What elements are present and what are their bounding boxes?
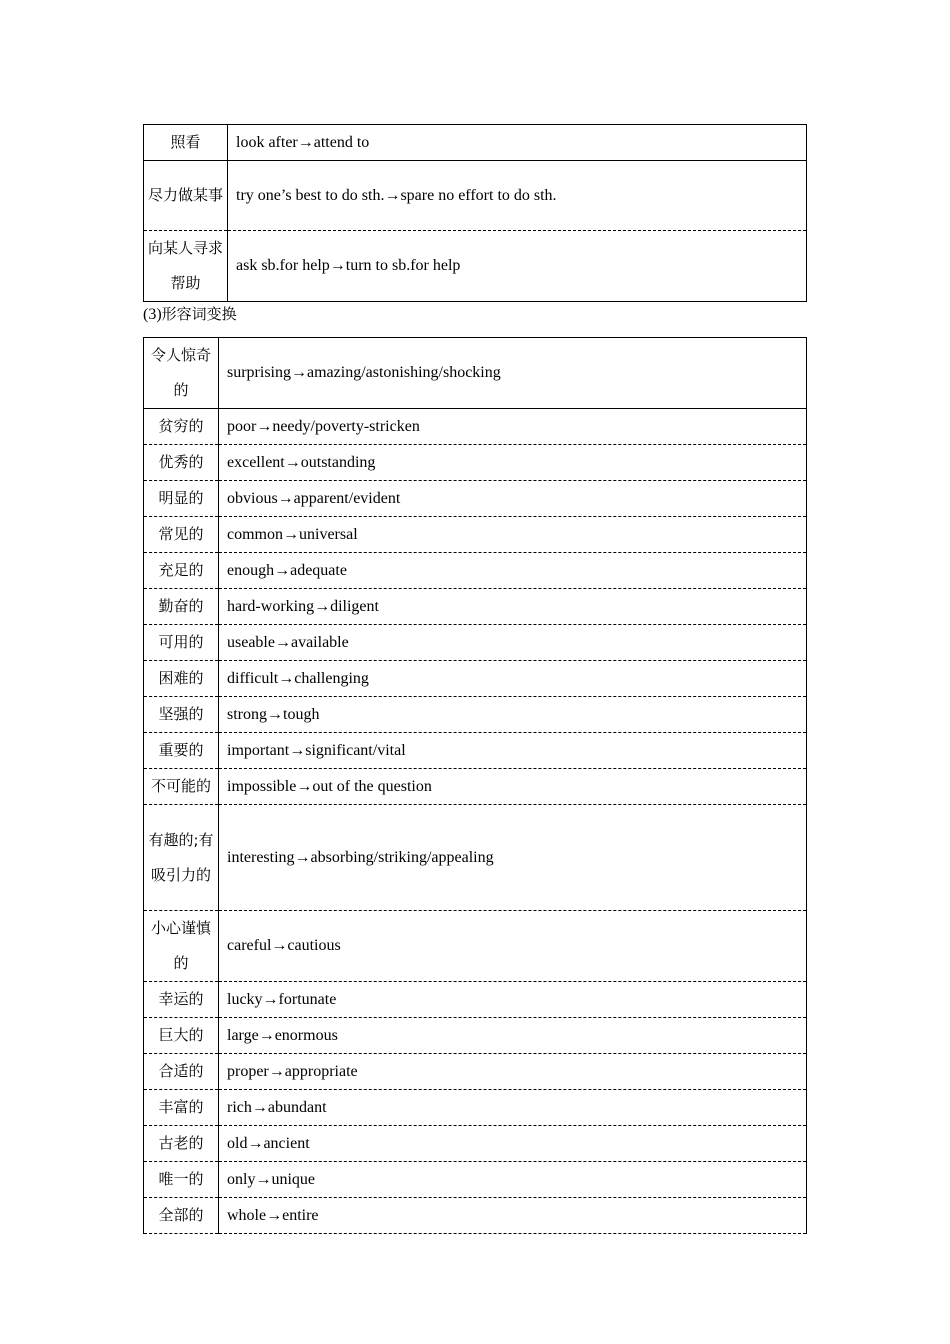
english-substitution: careful→cautious: [219, 911, 807, 982]
english-substitution: hard-working→diligent: [219, 589, 807, 625]
chinese-term: 小心谨慎的: [144, 911, 219, 982]
chinese-term: 巨大的: [144, 1018, 219, 1054]
table-row: [144, 1198, 807, 1234]
english-substitution: important→significant/vital: [219, 733, 807, 769]
table-row: [144, 1018, 807, 1054]
table-row: [144, 338, 807, 409]
english-substitution: impossible→out of the question: [219, 769, 807, 805]
section-heading: [143, 303, 237, 326]
english-substitution: ask sb.for help→turn to sb.for help: [228, 231, 807, 302]
english-substitution: obvious→apparent/evident: [219, 481, 807, 517]
english-substitution: rich→abundant: [219, 1090, 807, 1126]
english-substitution: poor→needy/poverty-stricken: [219, 409, 807, 445]
table-row: [144, 125, 807, 161]
table-row: [144, 445, 807, 481]
english-substitution: large→enormous: [219, 1018, 807, 1054]
table-row: [144, 982, 807, 1018]
english-substitution: surprising→amazing/astonishing/shocking: [219, 338, 807, 409]
chinese-term: 照看: [144, 125, 228, 161]
chinese-term: 合适的: [144, 1054, 219, 1090]
chinese-term: 困难的: [144, 661, 219, 697]
english-substitution: whole→entire: [219, 1198, 807, 1234]
table-row: [144, 481, 807, 517]
chinese-term: 全部的: [144, 1198, 219, 1234]
english-substitution: enough→adequate: [219, 553, 807, 589]
english-substitution: proper→appropriate: [219, 1054, 807, 1090]
chinese-term: 向某人寻求帮助: [144, 231, 228, 302]
table-row: [144, 231, 807, 302]
english-substitution: excellent→outstanding: [219, 445, 807, 481]
table-row: [144, 589, 807, 625]
english-substitution: difficult→challenging: [219, 661, 807, 697]
verb-synonym-table: [143, 124, 807, 302]
chinese-term: 幸运的: [144, 982, 219, 1018]
chinese-term: 充足的: [144, 553, 219, 589]
table-row: [144, 409, 807, 445]
english-substitution: strong→tough: [219, 697, 807, 733]
english-substitution: lucky→fortunate: [219, 982, 807, 1018]
chinese-term: 古老的: [144, 1126, 219, 1162]
table-row: [144, 161, 807, 231]
table-row: [144, 1054, 807, 1090]
table-row: [144, 733, 807, 769]
table-row: [144, 769, 807, 805]
table-row: [144, 1126, 807, 1162]
chinese-term: 唯一的: [144, 1162, 219, 1198]
chinese-term: 可用的: [144, 625, 219, 661]
chinese-term: 有趣的;有吸引力的: [144, 805, 219, 911]
english-substitution: old→ancient: [219, 1126, 807, 1162]
english-substitution: look after→attend to: [228, 125, 807, 161]
english-substitution: useable→available: [219, 625, 807, 661]
table-row: [144, 517, 807, 553]
chinese-term: 常见的: [144, 517, 219, 553]
table-row: [144, 697, 807, 733]
section-number: (3): [143, 306, 162, 323]
chinese-term: 不可能的: [144, 769, 219, 805]
chinese-term: 坚强的: [144, 697, 219, 733]
table-row: [144, 553, 807, 589]
chinese-term: 尽力做某事: [144, 161, 228, 231]
chinese-term: 丰富的: [144, 1090, 219, 1126]
chinese-term: 贫穷的: [144, 409, 219, 445]
chinese-term: 重要的: [144, 733, 219, 769]
table-row: [144, 661, 807, 697]
english-substitution: interesting→absorbing/striking/appealing: [219, 805, 807, 911]
table-row: [144, 1090, 807, 1126]
table-row: [144, 805, 807, 911]
chinese-term: 令人惊奇的: [144, 338, 219, 409]
english-substitution: try one’s best to do sth.→spare no effort to do sth.: [228, 161, 807, 231]
table-row: [144, 1162, 807, 1198]
chinese-term: 勤奋的: [144, 589, 219, 625]
adjective-synonym-table: [143, 337, 807, 1234]
english-substitution: common→universal: [219, 517, 807, 553]
table-row: [144, 625, 807, 661]
chinese-term: 优秀的: [144, 445, 219, 481]
english-substitution: only→unique: [219, 1162, 807, 1198]
section-title: 形容词变换: [161, 305, 237, 323]
chinese-term: 明显的: [144, 481, 219, 517]
table-row: [144, 911, 807, 982]
